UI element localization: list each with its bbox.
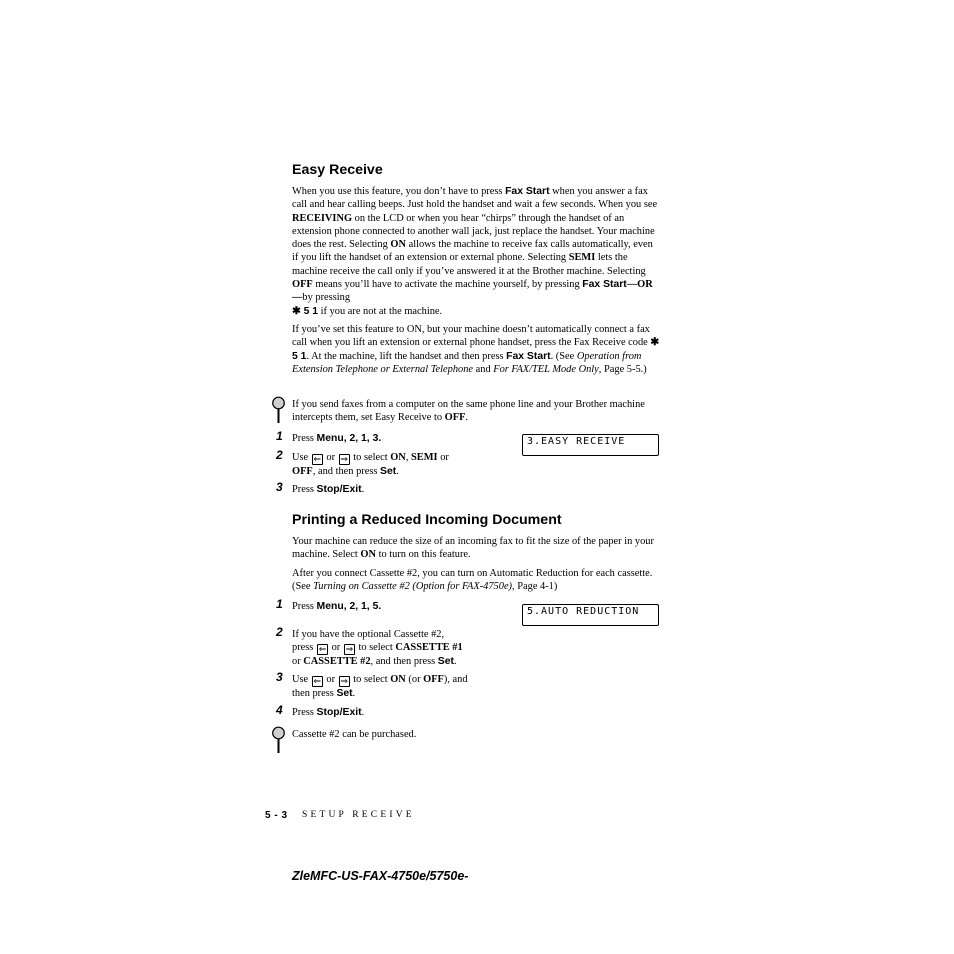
section-heading-reduced-document: Printing a Reduced Incoming Document [292, 512, 562, 528]
step-text: Press Stop/Exit. [292, 707, 365, 718]
note-icon [271, 726, 286, 754]
easy-receive-note: If you send faxes from a computer on the same phone line and your Brother machine intercepts them, set Easy Receive to OFF. [292, 399, 645, 424]
note-icon [271, 396, 286, 424]
reduction-paragraph-2: After you connect Cassette #2, you can turn on Automatic Reduction for each cassette. (See Turning on Cassette #2 (Option for FAX-4750e), Page 4-1) [292, 568, 653, 593]
reduction-paragraph-1: Your machine can reduce the size of an incoming fax to fit the size of the paper in your machine. Select ON to turn on this feature. [292, 536, 654, 561]
section-heading-easy-receive: Easy Receive [292, 162, 383, 178]
step-number: 1 [276, 597, 283, 611]
step-number: 3 [276, 670, 283, 684]
easy-receive-paragraph-1: When you use this feature, you don’t have to press Fax Start when you answer a fax call and hear calling beeps. Just hold the handset and wait a few seconds. When you see RECEIVING on the LCD or when you hear “chirps” through the handset of an extension phone connected to another wall jack, just replace the handset. Your machine does the rest. Selecting ON allows the machine to receive fax calls automatically, even if you lift the handset of an extension or external phone. Selecting SEMI lets the machine receive the call only if you’ve answered it at the Brother machine. Selecting OFF means you’ll have to activate the machine yourself, by pressing Fax Start—OR—by pressing ✱ 5 1 if you are not at the machine. [292, 186, 658, 317]
step-number: 2 [276, 625, 283, 639]
left-arrow-icon: ⇐ [313, 455, 322, 465]
right-arrow-icon: ⇒ [345, 645, 354, 656]
left-arrow-icon: ⇐ [313, 677, 322, 687]
right-arrow-icon: ⇒ [340, 677, 348, 687]
step-text: If you have the optional Cassette #2, press ⇐ or ⇒ to select CASSETTE #1 or CASSETTE #2, and then press Set. [292, 629, 463, 668]
cassette-note: Cassette #2 can be purchased. [292, 729, 417, 740]
lcd-display: 5.AUTO REDUCTION [522, 604, 659, 626]
easy-receive-paragraph-2: If you’ve set this feature to ON, but your machine doesn’t automatically connect a fax call when you lift an extension or external phone handset, press the Fax Receive code ✱ 5 1. At the machine, lift the handset and then press Fax Start. (See Operation from Extension Telephone or External Telephone and For FAX/TEL Mode Only, Page 5-5.) [292, 324, 660, 375]
step-text: Use ⇐ or ⇒ to select ON, SEMI or OFF, and then press Set. [292, 452, 449, 477]
step-number: 3 [276, 480, 283, 494]
step-text: Press Menu, 2, 1, 5. [292, 601, 382, 612]
footer-chapter-title: SETUP RECEIVE [302, 810, 415, 820]
step-text: Press Menu, 2, 1, 3. [292, 433, 382, 444]
step-number: 1 [276, 429, 283, 443]
step-number: 4 [276, 703, 283, 717]
page-number: 5 - 3 [265, 810, 288, 821]
step-text: Press Stop/Exit. [292, 484, 365, 495]
right-arrow-icon: ⇒ [340, 455, 348, 465]
lcd-display: 3.EASY RECEIVE [522, 434, 659, 456]
step-text: Use ⇐ or ⇒ to select ON (or OFF), and then press Set. [292, 674, 468, 699]
step-number: 2 [276, 448, 283, 462]
model-code: ZleMFC-US-FAX-4750e/5750e- [292, 869, 469, 883]
left-arrow-icon: ⇐ [318, 645, 327, 656]
